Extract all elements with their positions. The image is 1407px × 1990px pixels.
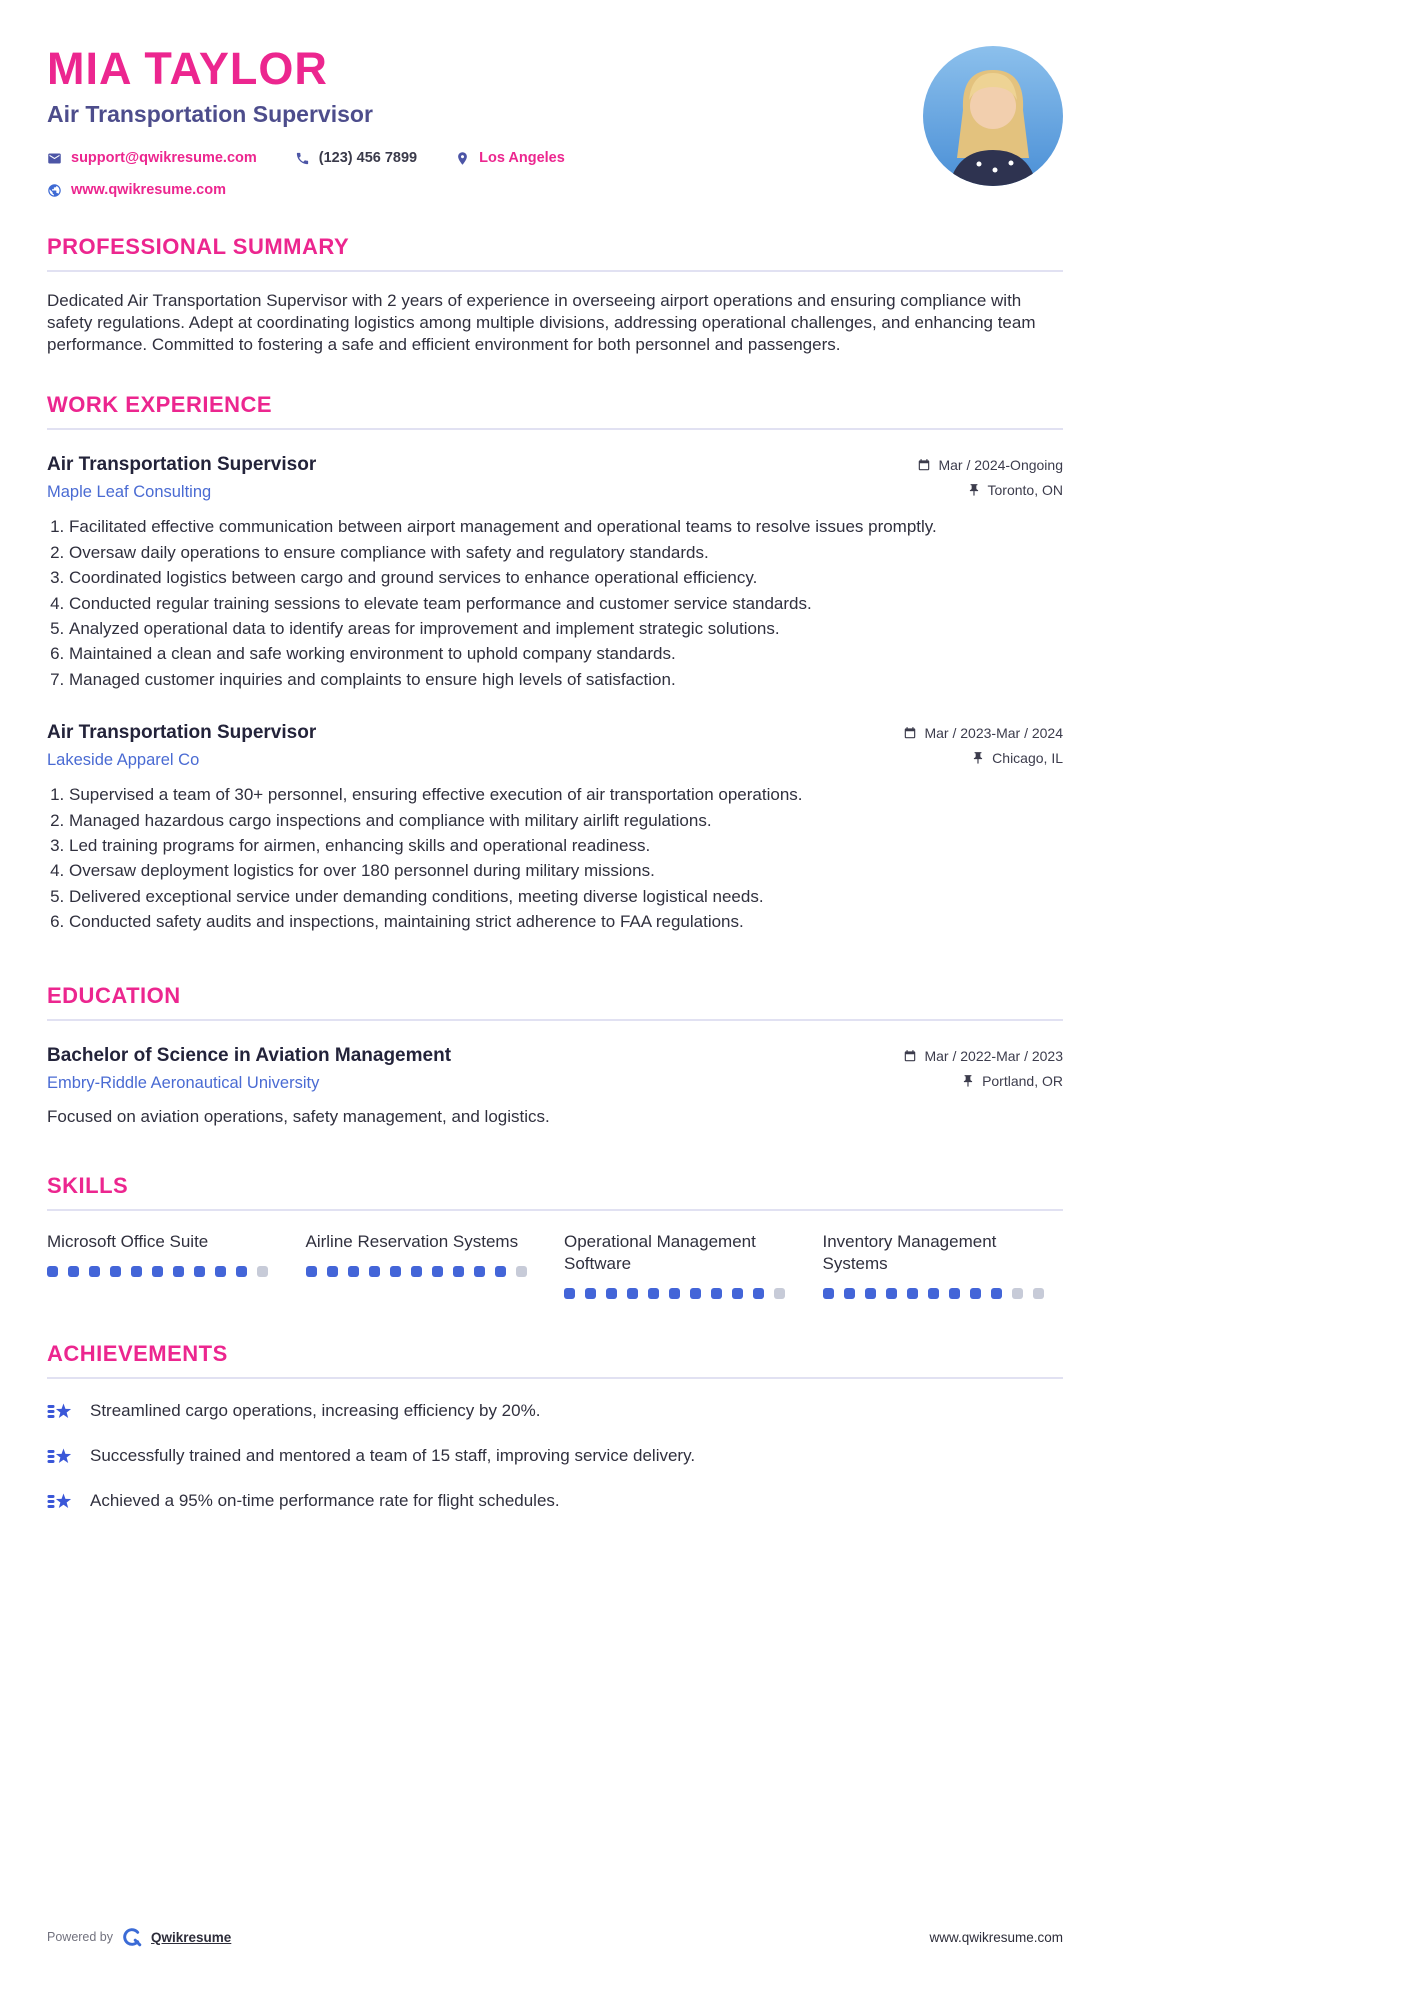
job-header [47, 722, 1063, 770]
school-name: Embry-Riddle Aeronautical University [47, 1073, 320, 1092]
skill-level-dot [474, 1266, 485, 1277]
skill-level-dot [669, 1288, 680, 1299]
skills-grid [47, 1231, 1063, 1299]
achievement-item [47, 1489, 1063, 1514]
skill-level-dot [194, 1266, 205, 1277]
skill-level-dot [390, 1266, 401, 1277]
education-description: Focused on aviation operations, safety management, and logistics. [47, 1106, 550, 1126]
header [47, 0, 1063, 198]
skill-level-dot [753, 1288, 764, 1299]
calendar-icon [903, 1049, 917, 1063]
location-text: Los Angeles [479, 150, 565, 166]
achievement-text: Streamlined cargo operations, increasing efficiency by 20%. [90, 1401, 541, 1421]
pushpin-icon [971, 751, 985, 765]
skill-level-dot [327, 1266, 338, 1277]
skill-level-dot [774, 1288, 785, 1299]
contact-phone[interactable] [295, 150, 417, 166]
skill-level-dot [173, 1266, 184, 1277]
bullet-item: 4. Oversaw deployment logistics for over 180 personnel during military missions. [69, 860, 1063, 881]
summary-section [47, 234, 1063, 356]
job-header [47, 454, 1063, 502]
skill-level-dot [627, 1288, 638, 1299]
skill-level-dot [711, 1288, 722, 1299]
skill-item [306, 1231, 547, 1299]
bullet-item: 1. Supervised a team of 30+ personnel, ensuring effective execution of air transportation operations. [69, 784, 1063, 805]
skills-heading: SKILLS [47, 1172, 129, 1198]
skill-level-dot [495, 1266, 506, 1277]
job-meta [917, 454, 1063, 498]
skill-level-dot [306, 1266, 317, 1277]
skill-item [47, 1231, 288, 1299]
skill-level-dot [453, 1266, 464, 1277]
company-name: Lakeside Apparel Co [47, 751, 200, 770]
education-dates [903, 1048, 1063, 1064]
achievements-section [47, 1341, 1063, 1514]
qwikresume-logo-icon [121, 1926, 143, 1948]
job-location [971, 750, 1063, 766]
envelope-icon [47, 151, 62, 166]
email-text: support@qwikresume.com [71, 150, 257, 166]
skill-level-dot [411, 1266, 422, 1277]
contact-location [455, 150, 565, 166]
skills-section [47, 1173, 1063, 1299]
calendar-icon [917, 458, 931, 472]
bullet-item: 7. Managed customer inquiries and complaints to ensure high levels of satisfaction. [69, 669, 1063, 690]
job-entry [47, 722, 1063, 932]
skill-item [564, 1231, 805, 1299]
phone-text: (123) 456 7899 [318, 150, 418, 166]
education-title-block [47, 1045, 451, 1093]
education-section [47, 983, 1063, 1127]
job-bullet-list [47, 516, 1063, 690]
education-heading: EDUCATION [47, 982, 181, 1008]
person-headline: Air Transportation Supervisor [47, 101, 373, 127]
profile-photo [923, 46, 1063, 186]
skill-item [823, 1231, 1064, 1299]
bullet-item: 6. Conducted safety audits and inspections, maintaining strict adherence to FAA regulations. [69, 911, 1063, 932]
skill-level-dot [348, 1266, 359, 1277]
skill-name: Operational Management Software [564, 1231, 756, 1273]
phone-icon [295, 151, 310, 166]
job-dates [917, 457, 1063, 473]
skill-level-dot [648, 1288, 659, 1299]
medal-star-icon [47, 1399, 74, 1424]
skill-level [47, 1266, 288, 1277]
skill-level-dot [606, 1288, 617, 1299]
skill-name: Airline Reservation Systems [305, 1231, 519, 1251]
company-name: Maple Leaf Consulting [47, 483, 212, 502]
skill-level-dot [1033, 1288, 1044, 1299]
bullet-item: 5. Delivered exceptional service under demanding conditions, meeting diverse logistical needs. [69, 886, 1063, 907]
medal-star-icon [47, 1444, 74, 1469]
qwikresume-brand-link[interactable]: Qwikresume [151, 1929, 232, 1945]
achievement-item [47, 1444, 1063, 1469]
education-meta [903, 1045, 1063, 1089]
education-header [47, 1045, 1063, 1093]
skill-level-dot [732, 1288, 743, 1299]
skill-level-dot [215, 1266, 226, 1277]
education-entry [47, 1045, 1063, 1127]
skill-level-dot [236, 1266, 247, 1277]
job-title-block [47, 454, 316, 502]
section-divider [47, 270, 1063, 272]
skill-level [564, 1288, 805, 1299]
achievement-item [47, 1399, 1063, 1424]
education-location [961, 1073, 1063, 1089]
education-dates-text: Mar / 2022-Mar / 2023 [924, 1047, 1063, 1064]
footer-website-link[interactable]: www.qwikresume.com [929, 1929, 1063, 1945]
skill-level-dot [991, 1288, 1002, 1299]
globe-icon [47, 183, 62, 198]
skill-level-dot [690, 1288, 701, 1299]
skill-level-dot [564, 1288, 575, 1299]
skill-name: Inventory Management Systems [822, 1231, 997, 1273]
bullet-item: 3. Coordinated logistics between cargo and ground services to enhance operational efficiency. [69, 567, 1063, 588]
powered-by-label: Powered by [47, 1930, 114, 1944]
job-dates-text: Mar / 2023-Mar / 2024 [924, 725, 1063, 742]
skill-level-dot [516, 1266, 527, 1277]
skill-level-dot [970, 1288, 981, 1299]
achievement-text: Successfully trained and mentored a team of 15 staff, improving service delivery. [90, 1446, 696, 1466]
profile-photo-image [923, 46, 1063, 186]
achievements-heading: ACHIEVEMENTS [47, 1340, 228, 1366]
skill-level [306, 1266, 547, 1277]
summary-text: Dedicated Air Transportation Supervisor with 2 years of experience in overseeing airport operations and ensuring compliance with safety regulations. Adept at coordinating logistics among multiple divisions, addressing operational challenges, and enhancing team performance. Committed to fostering a safe and efficient environment for both personnel and passengers. [47, 291, 1036, 355]
skill-level-dot [47, 1266, 58, 1277]
website-text: www.qwikresume.com [71, 182, 226, 198]
summary-heading: PROFESSIONAL SUMMARY [47, 234, 350, 259]
job-meta [903, 722, 1063, 766]
work-experience-section [47, 392, 1063, 932]
skill-level-dot [928, 1288, 939, 1299]
skill-name: Microsoft Office Suite [47, 1231, 209, 1251]
bullet-item: 6. Maintained a clean and safe working environment to uphold company standards. [69, 643, 1063, 664]
skill-level-dot [823, 1288, 834, 1299]
bullet-item: 3. Led training programs for airmen, enhancing skills and operational readiness. [69, 835, 1063, 856]
education-location-text: Portland, OR [982, 1072, 1063, 1089]
section-divider [47, 1377, 1063, 1379]
pushpin-icon [967, 483, 981, 497]
job-dates [903, 725, 1063, 741]
job-location [967, 482, 1063, 498]
pushpin-icon [961, 1074, 975, 1088]
skill-level-dot [110, 1266, 121, 1277]
skill-level-dot [432, 1266, 443, 1277]
job-dates-text: Mar / 2024-Ongoing [938, 457, 1063, 474]
bullet-item: 1. Facilitated effective communication between airport management and operational teams to resolve issues promptly. [69, 516, 1063, 537]
bullet-item: 2. Managed hazardous cargo inspections and compliance with military airlift regulations. [69, 810, 1063, 831]
achievement-text: Achieved a 95% on-time performance rate for flight schedules. [90, 1491, 560, 1511]
resume-content [47, 0, 1063, 1514]
skill-level-dot [68, 1266, 79, 1277]
work-experience-heading: WORK EXPERIENCE [47, 392, 273, 418]
job-entry [47, 454, 1063, 690]
skill-level-dot [844, 1288, 855, 1299]
calendar-icon [903, 726, 917, 740]
skill-level-dot [131, 1266, 142, 1277]
contact-email[interactable] [47, 150, 257, 166]
skill-level-dot [257, 1266, 268, 1277]
skill-level-dot [949, 1288, 960, 1299]
medal-star-icon [47, 1489, 74, 1514]
section-divider [47, 1019, 1063, 1021]
skill-level-dot [865, 1288, 876, 1299]
skill-level-dot [89, 1266, 100, 1277]
section-divider [47, 1209, 1063, 1211]
bullet-item: 5. Analyzed operational data to identify areas for improvement and implement strategic solutions. [69, 618, 1063, 639]
footer [47, 1926, 1063, 1948]
skill-level-dot [886, 1288, 897, 1299]
section-divider [47, 428, 1063, 430]
bullet-item: 2. Oversaw daily operations to ensure compliance with safety and regulatory standards. [69, 542, 1063, 563]
skill-level-dot [585, 1288, 596, 1299]
skill-level-dot [369, 1266, 380, 1277]
skill-level [823, 1288, 1064, 1299]
degree-title: Bachelor of Science in Aviation Management [47, 1044, 452, 1066]
job-location-text: Chicago, IL [992, 750, 1063, 767]
job-title: Air Transportation Supervisor [47, 454, 317, 476]
job-location-text: Toronto, ON [987, 482, 1063, 499]
skill-level-dot [152, 1266, 163, 1277]
footer-brand-group [47, 1926, 231, 1948]
skill-level-dot [1012, 1288, 1023, 1299]
contact-row [47, 150, 565, 166]
job-bullet-list [47, 784, 1063, 932]
contact-row-2 [47, 182, 565, 198]
map-pin-icon [455, 151, 470, 166]
contact-website[interactable] [47, 182, 226, 198]
header-text [47, 43, 565, 198]
person-name: MIA TAYLOR [47, 43, 328, 94]
bullet-item: 4. Conducted regular training sessions to elevate team performance and customer service standards. [69, 593, 1063, 614]
skill-level-dot [907, 1288, 918, 1299]
job-title-block [47, 722, 316, 770]
job-title: Air Transportation Supervisor [47, 722, 317, 744]
